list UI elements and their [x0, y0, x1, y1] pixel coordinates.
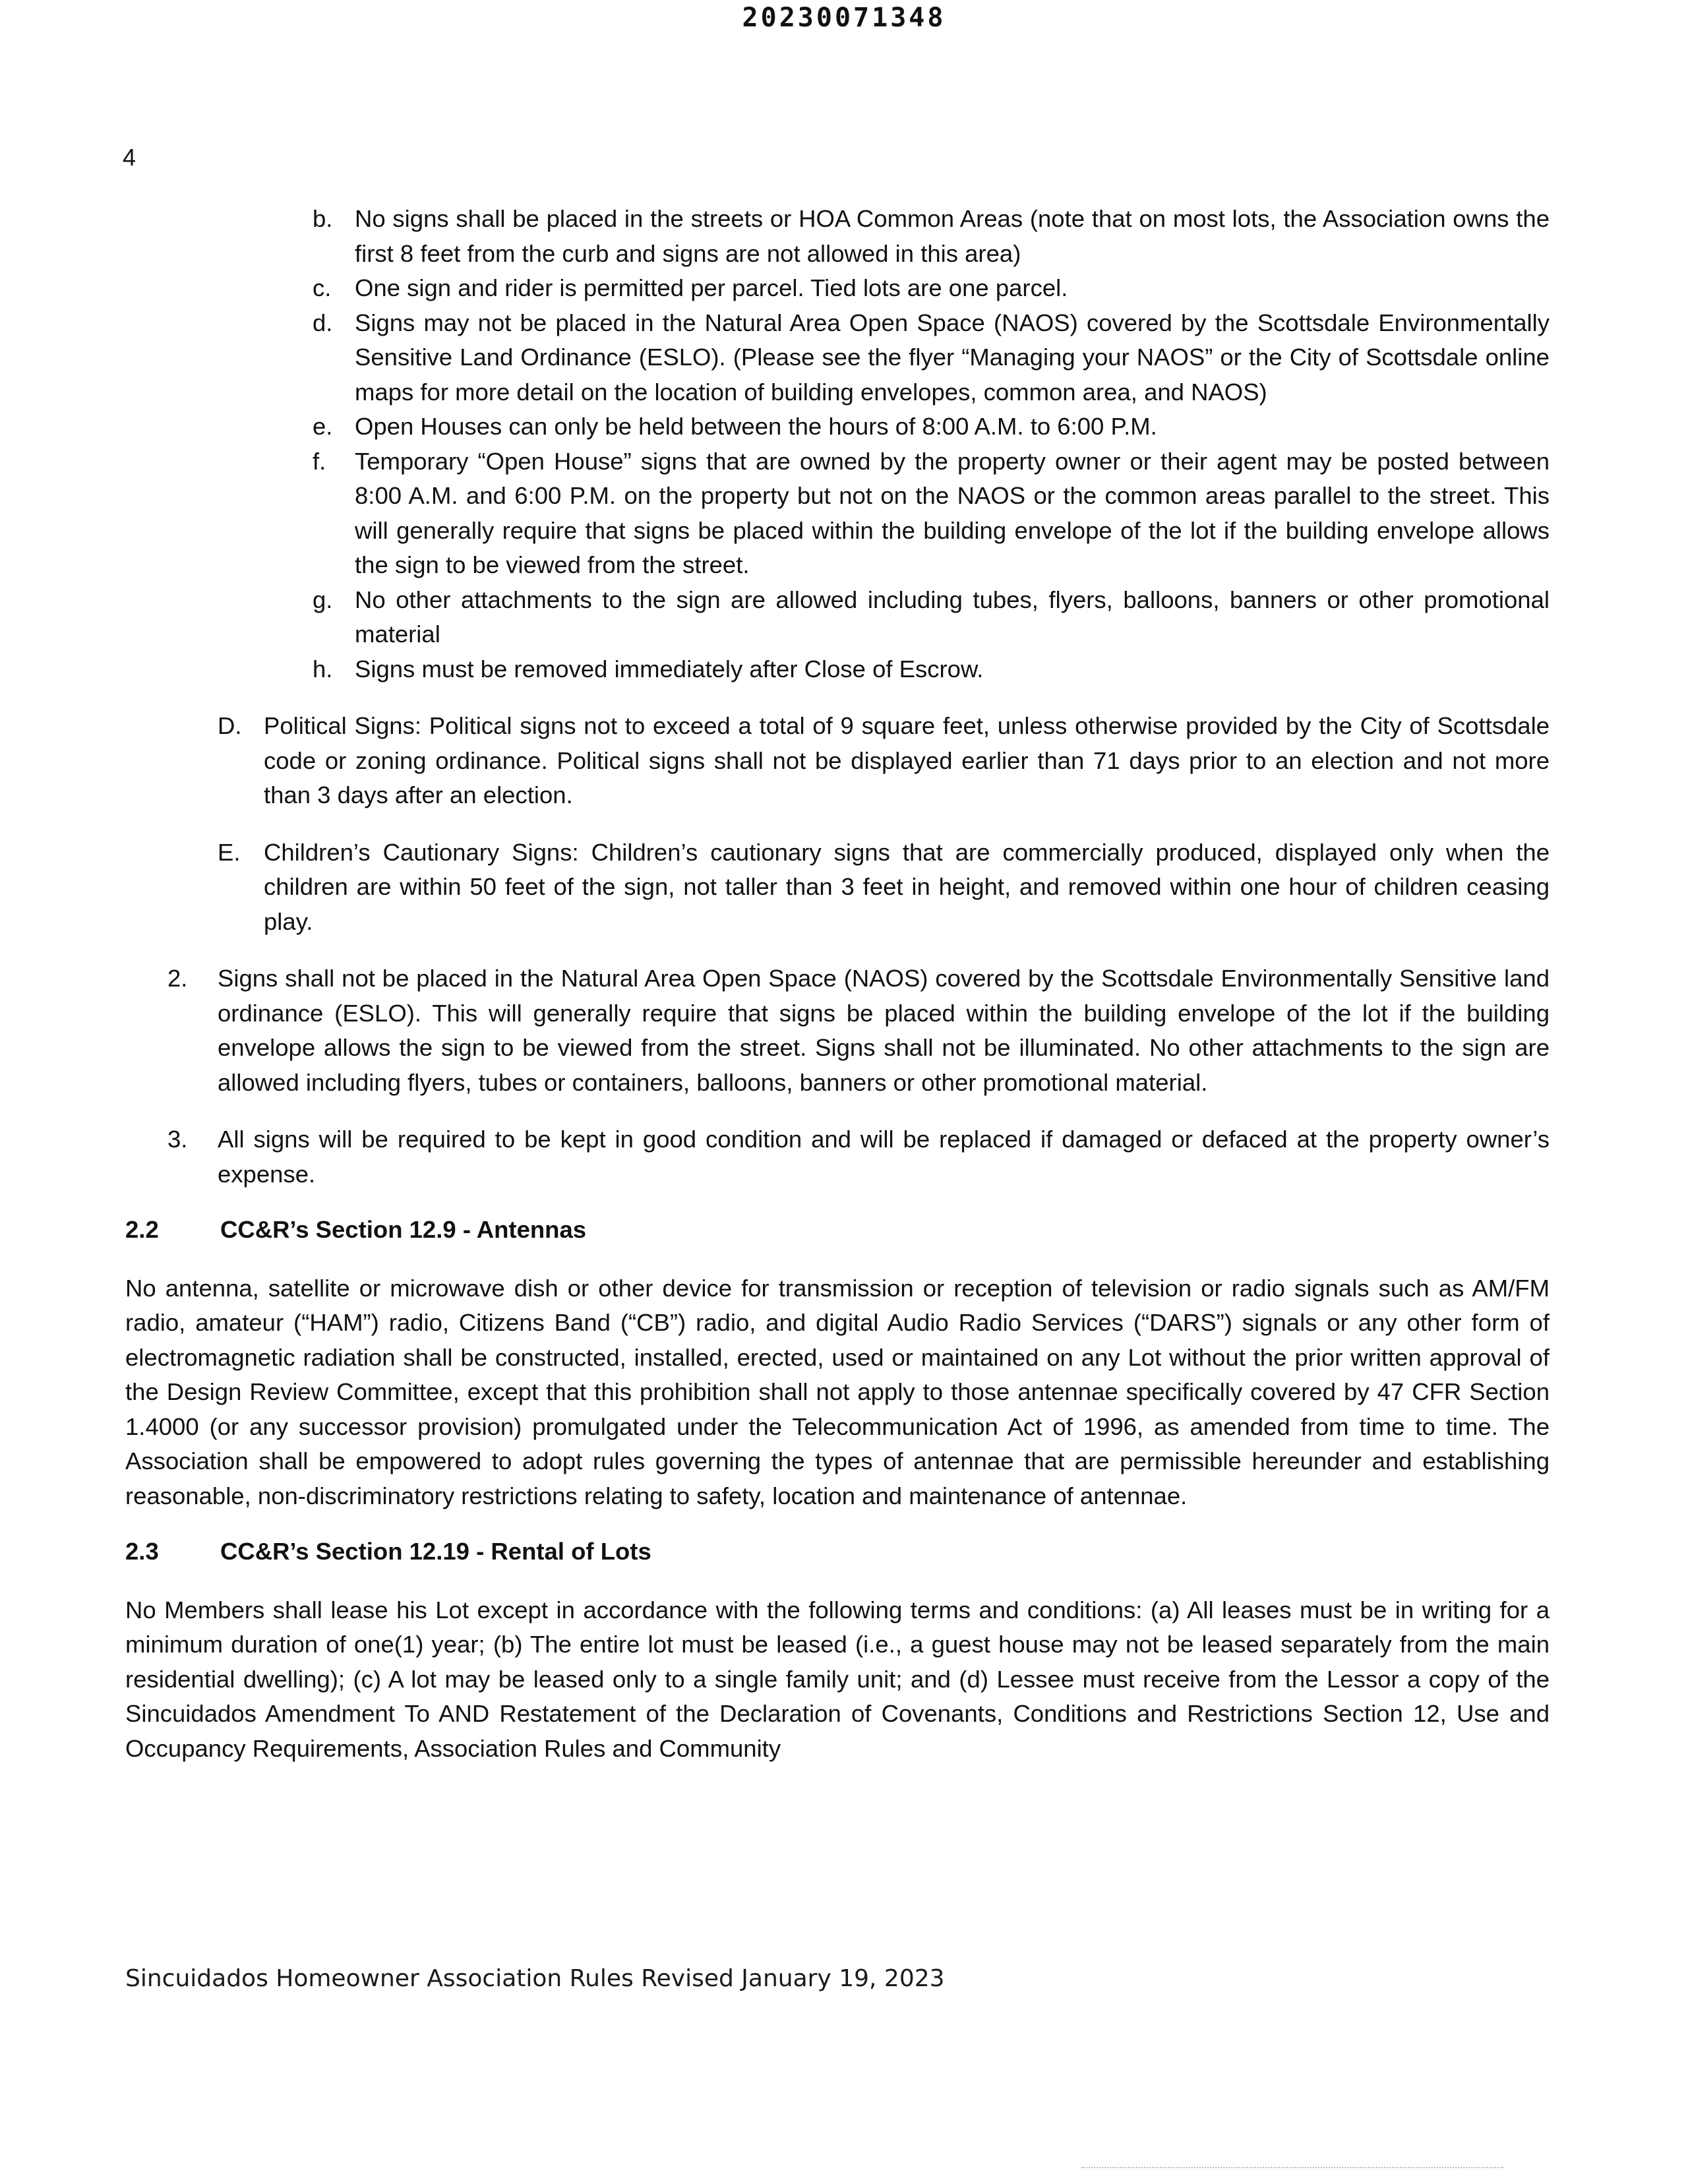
document-body	[125, 202, 1550, 1766]
list-item-e	[313, 410, 1550, 444]
list-text: Signs shall not be placed in the Natural Area Open Space (NAOS) covered by the Scottsdale Environmentally Sensitive land ordinance (ESLO). This will generally require that signs be placed within the building envelope of the lot if the building envelope allows the sign to be viewed from the street. Signs shall not be illuminated. No other attachments to the sign are allowed including flyers, tubes or containers, balloons, banners or other promotional material.	[218, 965, 1550, 1096]
list-item-f	[313, 444, 1550, 583]
list-text: Political Signs: Political signs not to exceed a total of 9 square feet, unless otherwise provided by the City of Scottsdale code or zoning ordinance. Political signs shall not be displayed earlier than 71 days prior to an election and not more than 3 days after an election.	[264, 712, 1550, 808]
list-item-naos-signs	[167, 961, 1550, 1100]
list-item-d	[313, 306, 1550, 410]
list-text: Children’s Cautionary Signs: Children’s cautionary signs that are commercially produced, displayed only when the children are within 50 feet of the sign, not taller than 3 feet in height, and removed within one hour of children ceasing play.	[264, 838, 1550, 935]
list-item-childrens-signs	[218, 835, 1550, 940]
page-footer: Sincuidados Homeowner Association Rules Revised January 19, 2023	[125, 1965, 945, 1992]
list-marker: h.	[313, 655, 333, 682]
list-text: Signs may not be placed in the Natural Area Open Space (NAOS) covered by the Scottsdale Environmentally Sensitive Land Ordinance (ESLO). (Please see the flyer “Managing your NAOS” or the City of Scottsdale online maps for more detail on the location of building envelopes, common area, and NAOS)	[355, 309, 1550, 406]
list-marker: c.	[313, 274, 332, 301]
section-title: CC&R’s Section 12.19 - Rental of Lots	[220, 1538, 651, 1565]
list-text: Temporary “Open House” signs that are owned by the property owner or their agent may be posted between 8:00 A.M. and 6:00 P.M. on the property but not on the NAOS or the common areas parallel to the street. This will generally require that signs be placed within the building envelope of the lot if the building envelope allows the sign to be viewed from the street.	[355, 447, 1550, 578]
list-text: Open Houses can only be held between the hours of 8:00 A.M. to 6:00 P.M.	[355, 413, 1157, 440]
list-marker: D.	[218, 712, 242, 739]
list-marker: d.	[313, 309, 333, 336]
list-text: No signs shall be placed in the streets or HOA Common Areas (note that on most lots, the Association owns the first 8 feet from the curb and signs are not allowed in this area)	[355, 205, 1550, 267]
list-text: No other attachments to the sign are allowed including tubes, flyers, balloons, banners or other promotional material	[355, 586, 1550, 648]
page-number: 4	[123, 144, 136, 171]
section-number: 2.2	[125, 1216, 159, 1243]
section-body-antennas: No antenna, satellite or microwave dish or other device for transmission or reception of television or radio signals such as AM/FM radio, amateur (“HAM”) radio, Citizens Band (“CB”) radio, and digital Audio Radio Services (“DARS”) signals or any other form of electromagnetic radiation shall be constructed, installed, erected, used or maintained on any Lot without the prior written approval of the Design Review Committee, except that this prohibition shall not apply to those antennae specifically covered by 47 CFR Section 1.4000 (or any successor provision) promulgated under the Telecommunication Act of 1996, as amended from time to time. The Association shall be empowered to adopt rules governing the types of antennae that are permissible hereunder and establishing reasonable, non-discriminatory restrictions relating to safety, location and maintenance of antennae.	[125, 1274, 1550, 1509]
scan-artifact	[1081, 2167, 1503, 2171]
list-item-b	[313, 202, 1550, 271]
list-marker: e.	[313, 413, 333, 440]
section-number: 2.3	[125, 1538, 159, 1565]
list-text: All signs will be required to be kept in good condition and will be replaced if damaged or defaced at the property owner’s expense.	[218, 1126, 1550, 1188]
list-marker: g.	[313, 586, 333, 613]
section-body-rental: No Members shall lease his Lot except in accordance with the following terms and conditions: (a) All leases must be in writing for a minimum duration of one(1) year; (b) The entire lot must be leased (i.e., a guest house may not be leased separately from the main residential dwelling); (c) A lot may be leased only to a single family unit; and (d) Lessee must receive from the Lessor a copy of the Sincuidados Amendment To AND Restatement of the Declaration of Covenants, Conditions and Restrictions Section 12, Use and Occupancy Requirements, Association Rules and Community	[125, 1596, 1550, 1762]
list-marker: 3.	[167, 1126, 188, 1153]
list-marker: 2.	[167, 965, 188, 992]
list-marker: E.	[218, 838, 241, 866]
list-item-c	[313, 271, 1550, 306]
section-heading-rental	[125, 1534, 1550, 1569]
list-marker: f.	[313, 447, 326, 475]
recording-number: 20230071348	[742, 3, 946, 33]
list-text: One sign and rider is permitted per parcel. Tied lots are one parcel.	[355, 274, 1068, 301]
list-item-sign-condition	[167, 1122, 1550, 1192]
list-item-g	[313, 583, 1550, 652]
list-text: Signs must be removed immediately after Close of Escrow.	[355, 655, 984, 682]
list-item-h	[313, 652, 1550, 687]
list-item-political-signs	[218, 709, 1550, 813]
section-title: CC&R’s Section 12.9 - Antennas	[220, 1216, 587, 1243]
section-heading-antennas	[125, 1213, 1550, 1248]
list-marker: b.	[313, 205, 333, 232]
